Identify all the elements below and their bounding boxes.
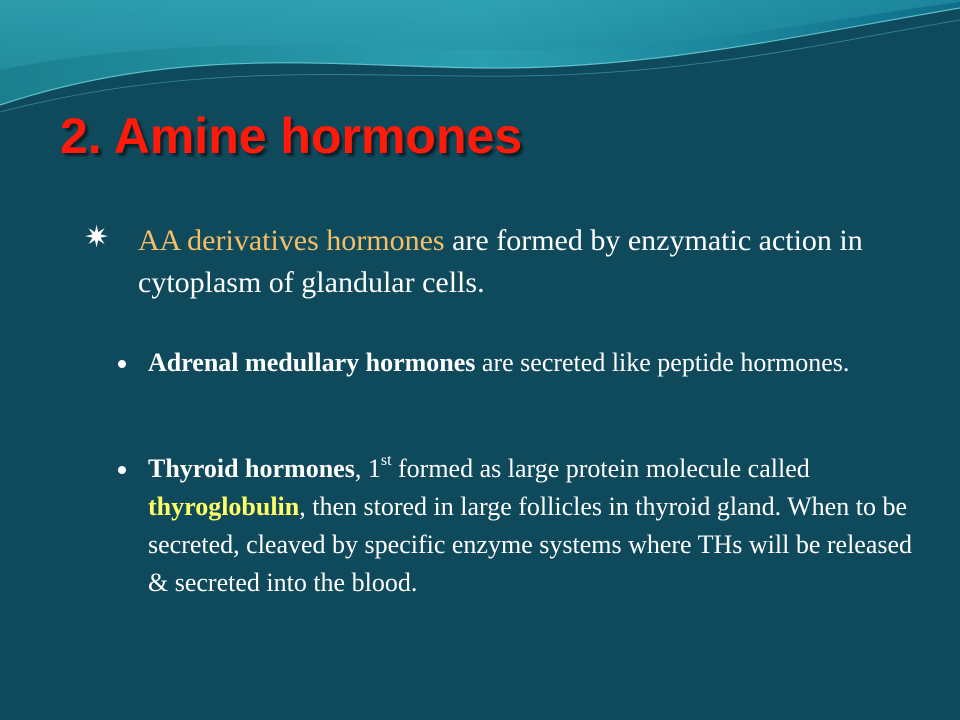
- bullet-text: [138, 220, 944, 304]
- bold-thyroid: Thyroid hormones: [148, 454, 355, 483]
- sub-rest-text: are secreted like peptide hormones.: [475, 348, 850, 377]
- bullet-aa-derivatives: [84, 220, 944, 304]
- header-wave-decoration: [0, 0, 960, 120]
- text-a: formed as large protein molecule called: [391, 454, 810, 483]
- sub-bullet-text: [148, 344, 938, 382]
- highlight-thyroglobulin: thyroglobulin: [148, 492, 300, 521]
- slide-title: 2. Amine hormones: [60, 108, 523, 164]
- highlight-aa-derivatives: AA derivatives hormones: [138, 224, 445, 257]
- bullet-dot-icon: [118, 360, 126, 368]
- bullet-rest-text: are formed by enzymatic action in cytoplasm of glandular cells.: [138, 224, 863, 299]
- starburst-icon: ✷: [84, 221, 110, 254]
- bold-adrenal: Adrenal medullary hormones: [148, 348, 476, 377]
- sub-bullet-thyroid: [118, 450, 938, 602]
- bullet-dot-icon: [118, 466, 126, 474]
- sub-bullet-text: [148, 450, 938, 602]
- after-bold-text: , 1: [354, 454, 381, 483]
- superscript-st: st: [380, 452, 392, 470]
- sub-bullet-adrenal: [118, 344, 938, 382]
- text-b: , then stored in large follicles in thyroid gland. When to be secreted, cleaved by specific enzyme systems where THs will be released & secreted into the blood.: [148, 492, 913, 597]
